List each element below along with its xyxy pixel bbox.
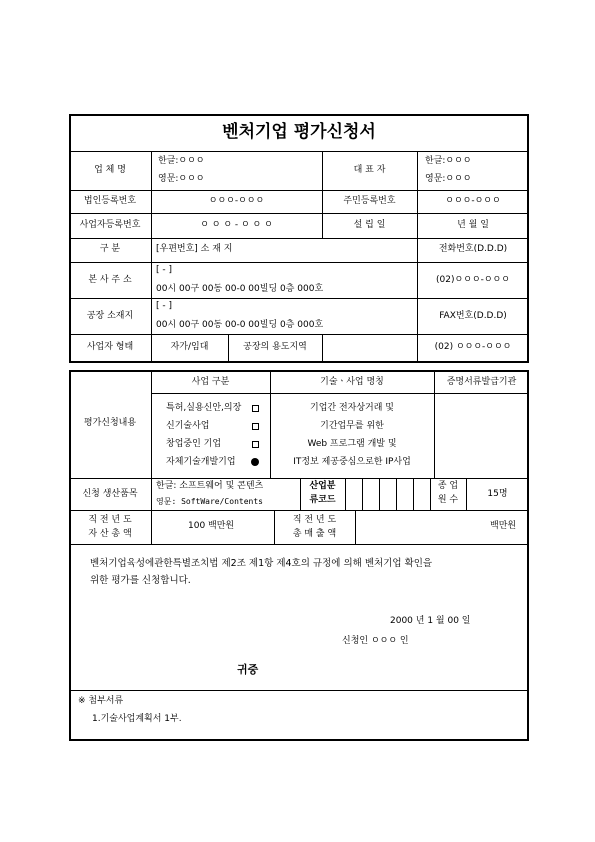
- employees-label: 종 업: [437, 481, 459, 491]
- hq-postal: [ - ]: [156, 265, 172, 275]
- industry-code-label: 산업분: [309, 481, 336, 491]
- sales-label: 직 전 년 도: [292, 515, 337, 525]
- assets-value: 100 백만원: [188, 521, 235, 531]
- tech-line: 기업간 전자상거래 및: [310, 403, 394, 413]
- factory-address: 00시 00구 00동 00-0 00빌딩 0층 000호: [156, 320, 324, 330]
- selected-dot-icon[interactable]: [251, 458, 259, 466]
- resident-reg-value: ㅇㅇㅇ-ㅇㅇㅇ: [445, 196, 501, 206]
- biz-reg-value: ㅇ ㅇ ㅇ - ㅇ ㅇ ㅇ: [200, 220, 273, 230]
- biz-type-label: 사업자 형태: [86, 342, 134, 352]
- option-patent: 특허,실용신안,의장: [166, 403, 242, 413]
- zoning-label: 공장의 용도지역: [243, 342, 307, 352]
- applicant-signature-line: 신청인 ㅇㅇㅇ 인: [342, 636, 409, 646]
- fax-value: (02) ㅇㅇㅇ-ㅇㅇㅇ: [434, 342, 512, 352]
- biz-reg-label: 사업자등록번호: [79, 220, 141, 230]
- product-english: 영문: SoftWare/Contents: [156, 497, 263, 506]
- request-body-line: 벤처기업육성에관한특별조치법 제2조 제1항 제4호의 규정에 의해 벤처기업 확인을: [90, 558, 433, 569]
- hq-address: 00시 00구 00동 00-0 00빌딩 0층 000호: [156, 284, 324, 294]
- sales-label: 총 매 출 액: [292, 529, 337, 539]
- resident-reg-label: 주민등록번호: [343, 196, 396, 206]
- category-value: [우편번호] 소 재 지: [156, 244, 233, 254]
- category-label: 구 분: [99, 244, 121, 254]
- fax-label: FAX번호(D.D.D): [439, 311, 507, 321]
- option-new-tech: 신기술사업: [166, 421, 210, 431]
- attachment-item: 1.기술사업계획서 1부.: [92, 714, 182, 724]
- page-title: 벤처기업 평가신청서: [222, 122, 376, 142]
- ceo-korean: 한글:ㅇㅇㅇ: [425, 156, 472, 166]
- tech-line: IT정보 제공중심으로한 IP사업: [293, 457, 411, 467]
- company-name-label: 업 체 명: [94, 165, 126, 175]
- product-label: 신청 생산품목: [82, 489, 138, 499]
- col-cert-issuer: 증명서류발급기관: [446, 377, 517, 387]
- industry-code-label: 류코드: [309, 495, 336, 505]
- checkbox-icon[interactable]: [252, 405, 259, 412]
- request-body-line: 위한 평가를 신청합니다.: [90, 575, 191, 586]
- recipient: 귀중: [237, 663, 259, 676]
- employees-label: 원 수: [437, 495, 459, 505]
- product-korean: 한글: 소프트웨어 및 콘텐츠: [156, 481, 264, 491]
- employees-value: 15명: [487, 489, 508, 499]
- col-biz-type: 사업 구분: [191, 377, 230, 387]
- hq-address-label: 본 사 주 소: [88, 275, 132, 285]
- col-tech-name: 기술ㆍ사업 명칭: [320, 377, 384, 387]
- option-self-dev: 자체기술개발기업: [166, 457, 236, 467]
- phone-label: 전화번호(D.D.D): [438, 244, 508, 254]
- checkbox-icon[interactable]: [252, 441, 259, 448]
- hq-phone: (02)ㅇㅇㅇ-ㅇㅇㅇ: [436, 275, 510, 285]
- corp-reg-value: ㅇㅇㅇ-ㅇㅇㅇ: [208, 196, 265, 206]
- assets-label: 자 산 총 액: [88, 529, 132, 539]
- request-date: 2000 년 1 월 00 일: [390, 616, 471, 626]
- tech-line: 기간업무를 위한: [320, 421, 384, 431]
- company-name-english: 영문:ㅇㅇㅇ: [158, 174, 205, 184]
- biz-type-value: 자가/임대: [170, 342, 209, 352]
- founded-label: 설 립 일: [353, 220, 386, 230]
- option-startup: 창업중인 기업: [166, 439, 222, 449]
- checkbox-icon[interactable]: [252, 423, 259, 430]
- company-name-korean: 한글:ㅇㅇㅇ: [158, 156, 205, 166]
- evaluation-content-label: 평가신청내용: [83, 418, 137, 428]
- founded-value: 년 월 일: [457, 220, 489, 230]
- tech-line: Web 프로그램 개발 및: [307, 439, 397, 449]
- ceo-english: 영문:ㅇㅇㅇ: [425, 174, 472, 184]
- attachments-heading: ※ 첨부서류: [78, 696, 124, 706]
- corp-reg-label: 법인등록번호: [83, 196, 137, 206]
- assets-label: 직 전 년 도: [88, 515, 132, 525]
- factory-address-label: 공장 소재지: [86, 311, 134, 321]
- sales-value: 백만원: [490, 521, 517, 531]
- ceo-label: 대 표 자: [353, 165, 386, 175]
- factory-postal: [ - ]: [156, 301, 172, 311]
